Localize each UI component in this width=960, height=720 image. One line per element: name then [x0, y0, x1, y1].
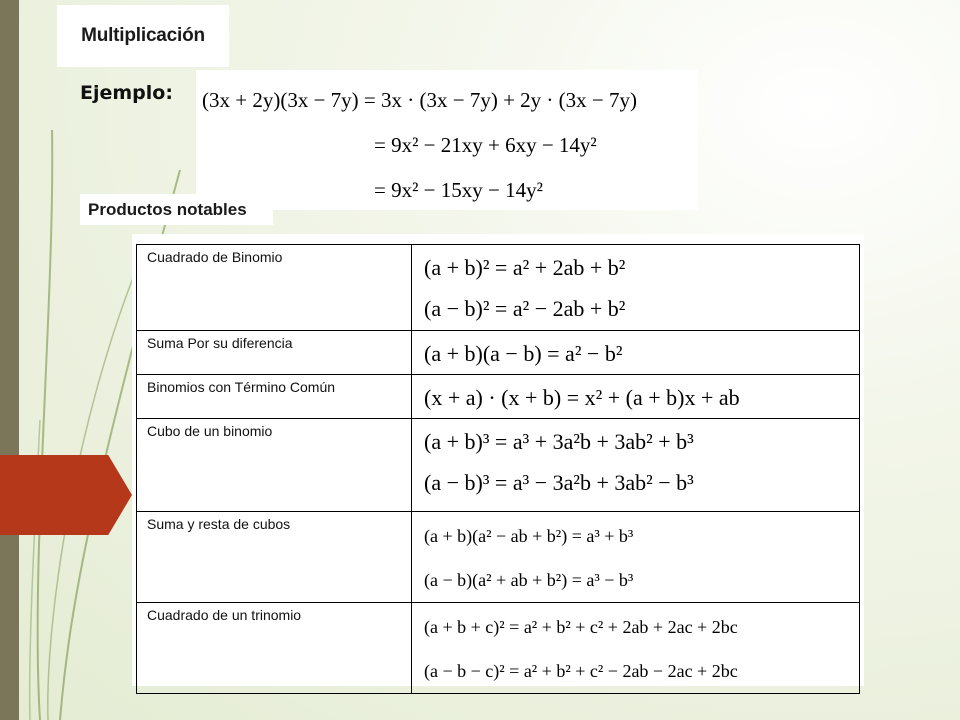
- formula: (a − b − c)² = a² + b² + c² − 2ab − 2ac + 2bc: [424, 661, 738, 681]
- row-name: Suma Por su diferencia: [137, 331, 412, 375]
- example-equations: [196, 70, 698, 210]
- row-name: Binomios con Término Común: [137, 375, 412, 419]
- formula: (a − b)³ = a³ − 3a²b + 3ab² − b³: [424, 470, 694, 495]
- formula-cell: [412, 419, 860, 512]
- formula: (a + b)² = a² + 2ab + b²: [424, 255, 626, 280]
- notable-products-heading-box: [80, 194, 273, 225]
- formula: (a − b)(a² + ab + b²) = a³ − b³: [424, 570, 634, 590]
- formula: (a + b)³ = a³ + 3a²b + 3ab² + b³: [424, 429, 694, 454]
- table-row: [137, 375, 860, 419]
- example-line-3: = 9x² − 15xy − 14y²: [374, 178, 543, 202]
- table-row: [137, 245, 860, 331]
- formula: (a − b)² = a² − 2ab + b²: [424, 296, 626, 321]
- formula-cell: [412, 512, 860, 603]
- formula: (a + b + c)² = a² + b² + c² + 2ab + 2ac + 2bc: [424, 617, 738, 637]
- notable-products-table: [136, 244, 860, 694]
- formula-cell: [412, 375, 860, 419]
- example-line-2: = 9x² − 21xy + 6xy − 14y²: [374, 133, 597, 157]
- example-line-1: (3x + 2y)(3x − 7y) = 3x · (3x − 7y) + 2y · (3x − 7y): [202, 88, 637, 112]
- formula: (a + b)(a² − ab + b²) = a³ + b³: [424, 526, 634, 546]
- table-row: [137, 603, 860, 694]
- formula: (x + a) · (x + b) = x² + (a + b)x + ab: [424, 385, 740, 410]
- red-accent-tab: [0, 455, 132, 535]
- row-name: Cuadrado de Binomio: [137, 245, 412, 331]
- formula-cell: [412, 245, 860, 331]
- formula-cell: [412, 331, 860, 375]
- example-label: Ejemplo:: [80, 82, 173, 104]
- notable-products-heading: Productos notables: [88, 199, 247, 219]
- page-title: Multiplicación: [81, 25, 205, 46]
- notable-products-table-container: [132, 234, 864, 686]
- row-name: Cubo de un binomio: [137, 419, 412, 512]
- title-box: [57, 5, 229, 67]
- table-row: [137, 512, 860, 603]
- formula: (a + b)(a − b) = a² − b²: [424, 341, 623, 366]
- table-row: [137, 419, 860, 512]
- formula-cell: [412, 603, 860, 694]
- left-accent-bar: [0, 0, 19, 720]
- row-name: Cuadrado de un trinomio: [137, 603, 412, 694]
- table-row: [137, 331, 860, 375]
- row-name: Suma y resta de cubos: [137, 512, 412, 603]
